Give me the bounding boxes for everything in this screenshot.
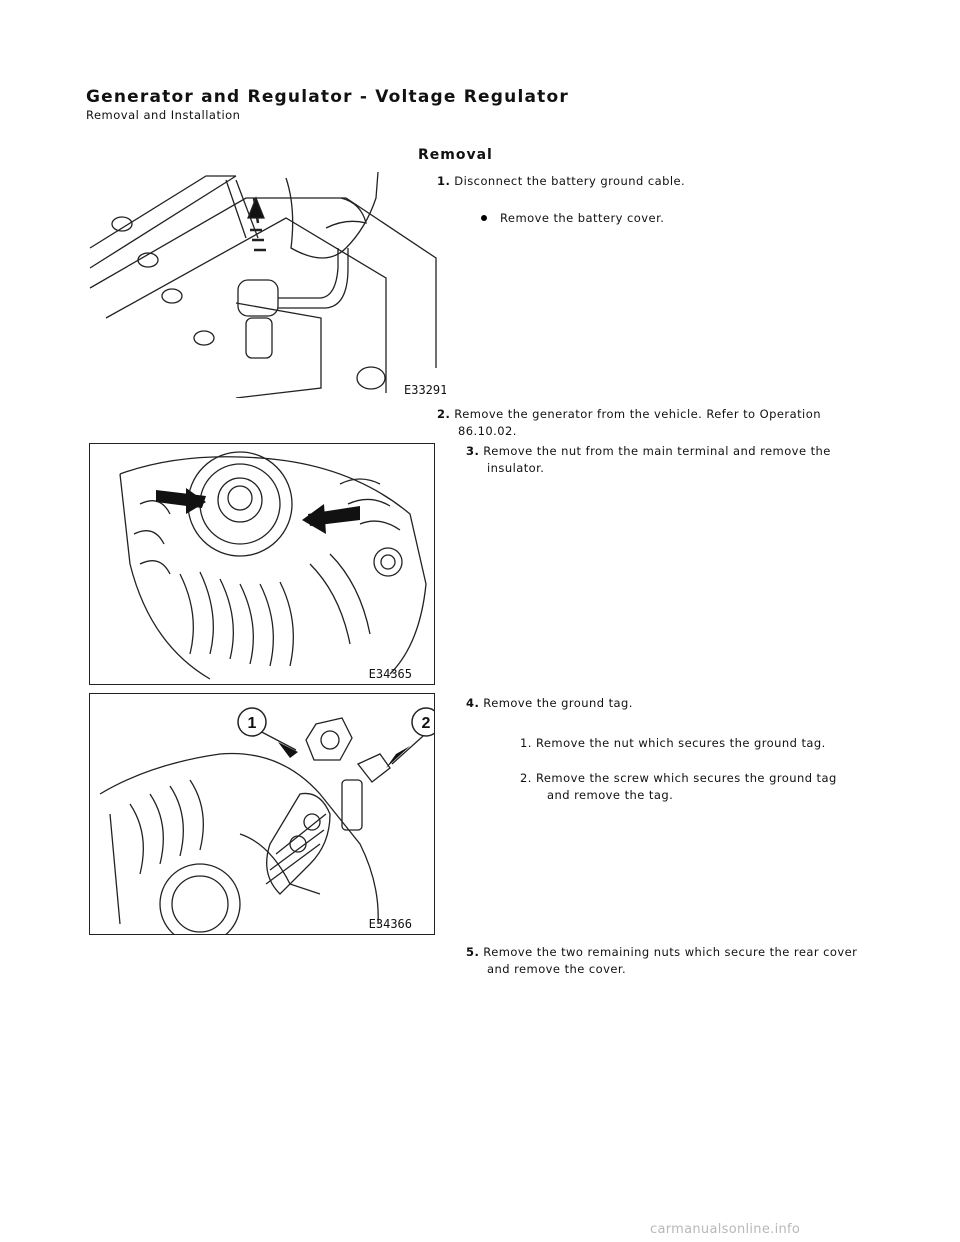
step-number: 5.: [466, 945, 480, 959]
step-text-continued: 86.10.02.: [458, 424, 517, 438]
step-number: 4.: [466, 696, 480, 710]
figure-code-E33291: E33291: [404, 383, 446, 397]
page-subtitle: Removal and Installation: [86, 108, 241, 122]
bullet-icon: [481, 215, 487, 221]
step-4-sub-2: [520, 770, 837, 804]
step-text: Remove the generator from the vehicle. Refer to Operation: [454, 407, 821, 421]
step-text-continued: insulator.: [487, 461, 545, 475]
step-text-continued: and remove the cover.: [487, 962, 627, 976]
battery-cable-illustration: [86, 168, 446, 398]
step-number: 1.: [437, 174, 451, 188]
sub-text-continued: and remove the tag.: [547, 788, 674, 802]
step-text: Remove the ground tag.: [483, 696, 633, 710]
step-1-bullet: [481, 211, 664, 225]
bullet-text: Remove the battery cover.: [500, 211, 665, 225]
section-title-removal: Removal: [418, 147, 493, 163]
step-text: Remove the two remaining nuts which secure the rear cover: [483, 945, 858, 959]
page-title: Generator and Regulator - Voltage Regulator: [86, 87, 569, 107]
step-1: [437, 173, 685, 190]
figure-code-E34365: E34365: [368, 667, 412, 681]
callout-1: 1: [247, 715, 257, 732]
step-number: 2.: [437, 407, 451, 421]
step-4: [466, 695, 633, 712]
callout-2: 2: [421, 715, 431, 732]
figure-code-E34366: E34366: [368, 917, 412, 931]
main-terminal-illustration: [90, 444, 434, 684]
step-2: [437, 406, 821, 440]
figure-battery-cable: [86, 168, 446, 398]
sub-text: 2. Remove the screw which secures the ground tag: [520, 771, 837, 785]
step-3: [466, 443, 831, 477]
step-text: Remove the nut from the main terminal and remove the: [483, 444, 831, 458]
watermark-link[interactable]: carmanualsonline.info: [650, 1222, 801, 1237]
figure-ground-tag: [89, 693, 435, 935]
step-text: Disconnect the battery ground cable.: [454, 174, 686, 188]
ground-tag-illustration: [90, 694, 434, 934]
step-4-sub-1: 1. Remove the nut which secures the ground tag.: [520, 736, 826, 750]
step-number: 3.: [466, 444, 480, 458]
figure-main-terminal: [89, 443, 435, 685]
step-5: [466, 944, 857, 978]
